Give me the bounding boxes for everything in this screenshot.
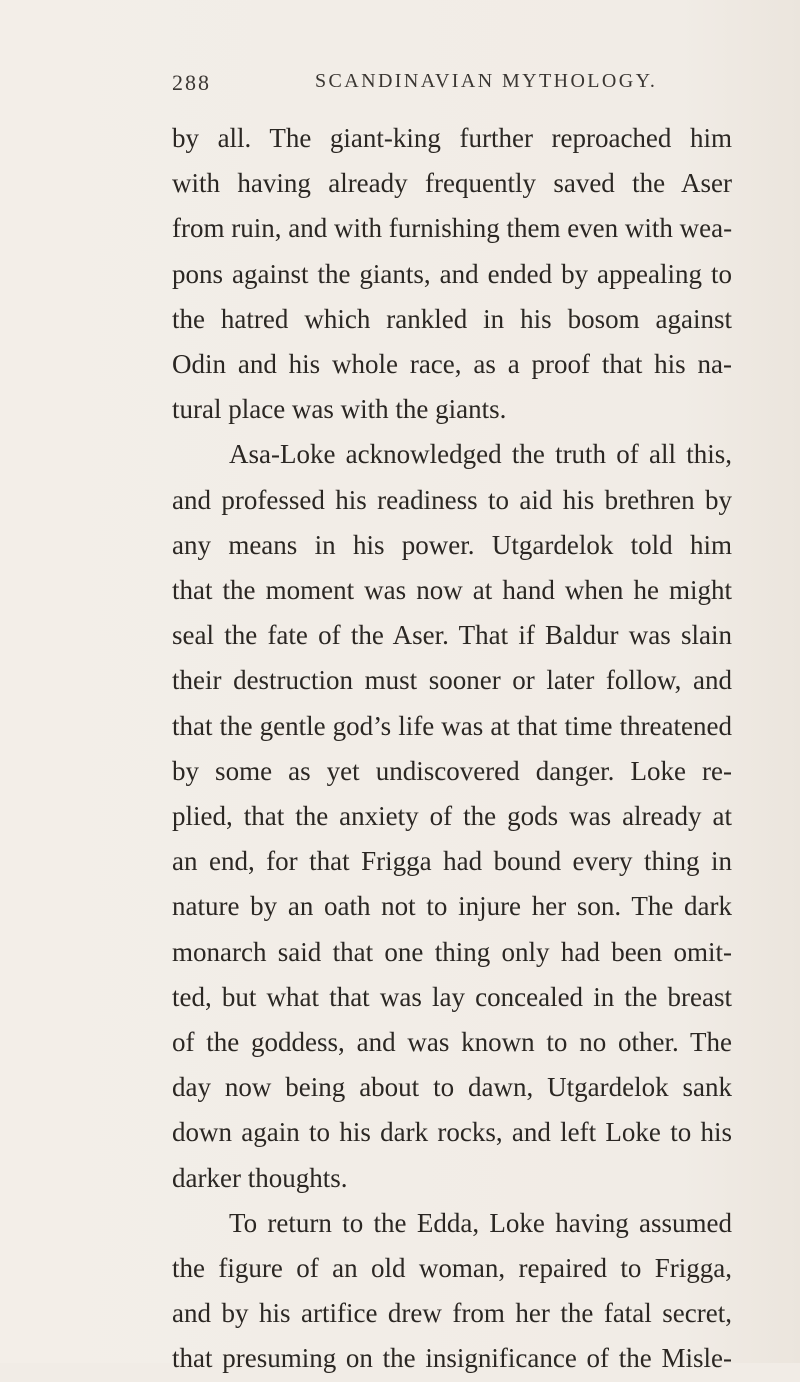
text-line: pons against the giants, and ended by appealing to bbox=[172, 258, 732, 289]
text-line: their destruction must sooner or later follow, and bbox=[172, 665, 732, 696]
text-line: an end, for that Frigga had bound every thing in bbox=[172, 846, 732, 877]
page-number: 288 bbox=[172, 70, 211, 95]
text-line: any means in his power. Utgardelok told him bbox=[172, 529, 732, 560]
text-line: the hatred which rankled in his bosom against bbox=[172, 303, 732, 334]
text-line: seal the fate of the Aser. That if Baldur was slain bbox=[172, 620, 732, 651]
text-line: darker thoughts. bbox=[172, 1162, 348, 1193]
body-text bbox=[172, 116, 732, 1382]
text-line: that the gentle god’s life was at that time threatened bbox=[172, 710, 732, 741]
text-line: that presuming on the insignificance of the Misle- bbox=[172, 1343, 732, 1374]
text-line: tural place was with the giants. bbox=[172, 394, 507, 425]
text-line: and professed his readiness to aid his brethren by bbox=[172, 484, 732, 515]
text-line: with having already frequently saved the Aser bbox=[172, 168, 732, 199]
text-line: of the goddess, and was known to no other. The bbox=[172, 1027, 732, 1058]
text-line: the figure of an old woman, repaired to Frigga, bbox=[172, 1253, 732, 1284]
text-line: and by his artifice drew from her the fatal secret, bbox=[172, 1298, 732, 1329]
text-line: plied, that the anxiety of the gods was already at bbox=[172, 801, 732, 832]
text-line: that the moment was now at hand when he might bbox=[172, 575, 732, 606]
text-line: by some as yet undiscovered danger. Loke re- bbox=[172, 755, 732, 786]
text-line: monarch said that one thing only had been omit- bbox=[172, 936, 732, 967]
running-head bbox=[172, 70, 732, 100]
text-line: by all. The giant-king further reproached him bbox=[172, 123, 732, 153]
text-line: ted, but what that was lay concealed in the breast bbox=[172, 981, 732, 1012]
running-title: SCANDINAVIAN MYTHOLOGY. bbox=[315, 70, 658, 92]
text-line: Odin and his whole race, as a proof that his na- bbox=[172, 349, 732, 380]
paragraph-start-line: To return to the Edda, Loke having assumed bbox=[229, 1207, 732, 1238]
text-line: day now being about to dawn, Utgardelok sank bbox=[172, 1072, 732, 1103]
text-line: down again to his dark rocks, and left Loke to his bbox=[172, 1117, 732, 1148]
text-line: nature by an oath not to injure her son. The dark bbox=[172, 891, 732, 922]
paragraph-start-line: Asa-Loke acknowledged the truth of all this, bbox=[229, 439, 732, 470]
text-line: from ruin, and with furnishing them even with wea- bbox=[172, 213, 733, 244]
